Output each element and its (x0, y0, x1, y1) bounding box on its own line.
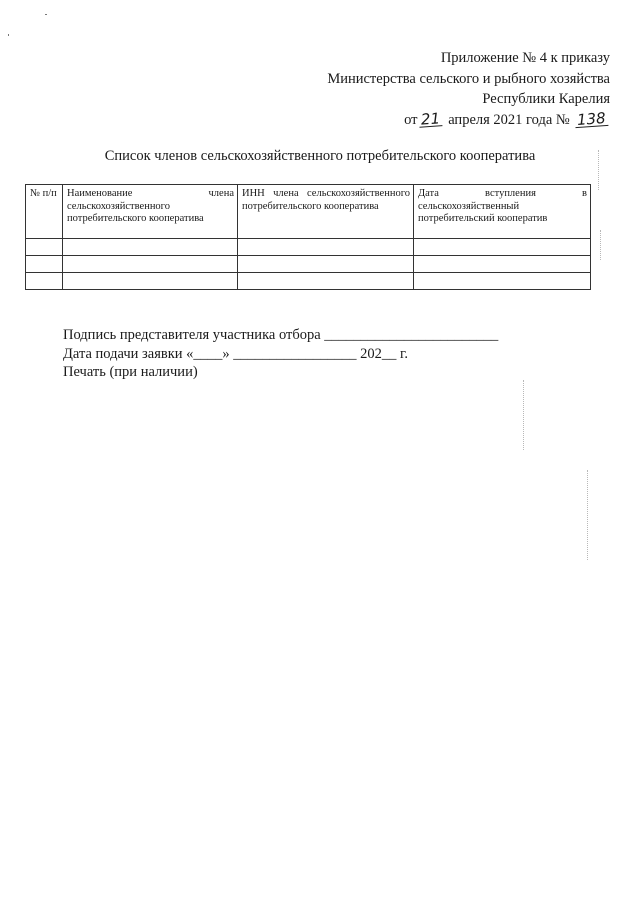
appendix-header (327, 48, 610, 130)
header-member-inn: ИНН члена сельскохозяйственного потребительского кооператива (238, 185, 414, 239)
date-prefix: от (404, 111, 418, 128)
scan-artifact (587, 470, 590, 560)
table-cell[interactable] (63, 255, 238, 272)
appendix-line-3: Республики Карелия (482, 91, 610, 107)
date-middle: апреля 2021 года № (448, 111, 570, 128)
table-cell[interactable] (238, 272, 414, 289)
table-cell[interactable] (26, 238, 63, 255)
application-date-line: Дата подачи заявки «____» _________________ 202__ г. (63, 345, 408, 362)
table-cell[interactable] (63, 272, 238, 289)
table-cell[interactable] (238, 238, 414, 255)
table-cell[interactable] (414, 238, 591, 255)
handwritten-order-number: 138 (576, 108, 607, 129)
representative-signature-line: Подпись представителя участника отбора ________________________ (63, 327, 499, 343)
table-header-row (26, 185, 591, 239)
table-cell[interactable] (414, 255, 591, 272)
scan-mark (8, 34, 9, 36)
table-cell[interactable] (26, 255, 63, 272)
table-cell[interactable] (26, 272, 63, 289)
table-row (26, 238, 591, 255)
table-row (26, 272, 591, 289)
handwritten-day: 21 (420, 108, 442, 129)
table-cell[interactable] (414, 272, 591, 289)
signature-block (63, 326, 498, 382)
members-table (25, 184, 591, 290)
header-join-date: Дата вступления в сельскохозяйственный потребительский кооператив (414, 185, 591, 239)
appendix-line-2: Министерства сельского и рыбного хозяйства (327, 70, 610, 87)
appendix-line-1: Приложение № 4 к приказу (440, 50, 610, 66)
scan-mark (45, 14, 47, 15)
appendix-date-line (327, 110, 610, 131)
document-title: Список членов сельскохозяйственного потребительского кооператива (104, 148, 536, 164)
table-row (26, 255, 591, 272)
table-cell[interactable] (63, 238, 238, 255)
header-number: № п/п (26, 185, 63, 239)
table-cell[interactable] (238, 255, 414, 272)
scan-artifact (598, 150, 601, 190)
scan-artifact (523, 380, 526, 450)
scan-artifact (600, 230, 603, 260)
stamp-line: Печать (при наличии) (63, 364, 198, 380)
header-member-name: Наименование члена сельскохозяйственного потребительского кооператива (63, 185, 238, 239)
